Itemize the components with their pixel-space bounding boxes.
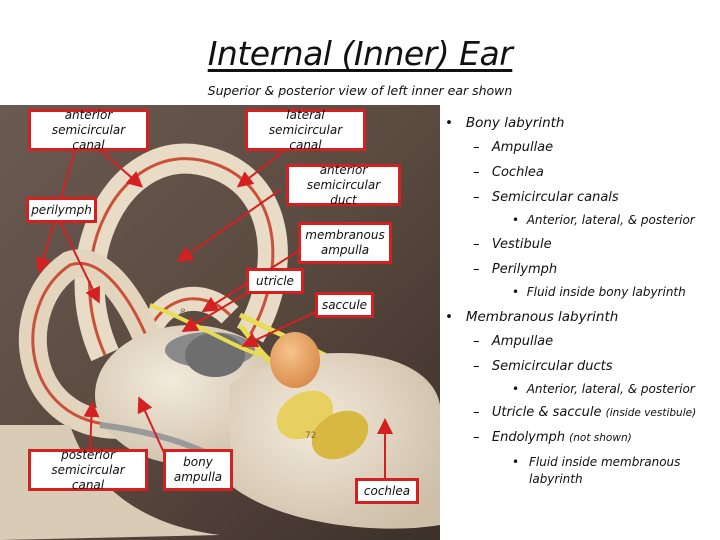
- slide-title: Internal (Inner) Ear: [207, 34, 513, 73]
- outline-text: Semicircular ducts: [491, 359, 613, 374]
- outline-text: Anterior, lateral, & posterior: [526, 213, 695, 227]
- outline-text: Fluid inside membranous labyrinth: [529, 455, 681, 486]
- outline-item-mem-ampullae: [473, 334, 553, 349]
- outline-note: (inside vestibule): [605, 407, 697, 419]
- outline-text: Anterior, lateral, & posterior: [526, 382, 695, 396]
- outline-text: Perilymph: [491, 262, 558, 277]
- label-text: posterior semicircular canal: [51, 447, 125, 492]
- model-number-mark: 72: [305, 431, 317, 441]
- label-text: cochlea: [363, 483, 411, 498]
- outline-item-bony-perilymph-sub: [512, 285, 686, 299]
- label-saccule: [315, 292, 374, 318]
- outline-text: Ampullae: [491, 334, 554, 349]
- label-text: anterior semicircular canal: [51, 107, 126, 152]
- bullet-icon: •: [512, 455, 520, 469]
- bullet-icon: •: [512, 382, 520, 396]
- outline-item-mem-utricle: [473, 405, 696, 420]
- outline-item-bony-perilymph: [473, 262, 557, 277]
- outline-item-bony-cochlea: [473, 165, 544, 180]
- label-bony-ampulla: [163, 449, 233, 491]
- outline-text: Ampullae: [491, 140, 554, 155]
- label-anterior-semicircular-duct: [286, 164, 401, 206]
- model-number-mark: 8: [180, 308, 186, 318]
- outline-item-bony-canals: [473, 190, 619, 205]
- dash-icon: –: [473, 165, 480, 180]
- label-posterior-semicircular-canal: [28, 449, 148, 491]
- label-cochlea: [355, 478, 419, 504]
- outline-item-bony-labyrinth: [445, 115, 565, 131]
- label-text: anterior semicircular duct: [306, 162, 381, 207]
- outline-item-mem-ducts-sub: [512, 382, 695, 396]
- label-utricle: [246, 268, 304, 294]
- dash-icon: –: [473, 405, 480, 420]
- dash-icon: –: [473, 262, 480, 277]
- outline-item-membranous-labyrinth: [445, 309, 618, 325]
- label-text: saccule: [321, 297, 368, 312]
- outline-item-bony-canals-sub: [512, 213, 695, 227]
- outline-text: Semicircular canals: [491, 190, 619, 205]
- outline-text: Utricle & saccule: [491, 405, 602, 420]
- dash-icon: –: [473, 140, 480, 155]
- slide-subtitle: Superior & posterior view of left inner ear shown: [207, 83, 513, 98]
- label-perilymph: [26, 197, 97, 223]
- bullet-icon: •: [512, 213, 520, 227]
- label-text: utricle: [256, 273, 294, 288]
- dash-icon: –: [473, 359, 480, 374]
- outline-item-mem-ducts: [473, 359, 613, 374]
- bullet-icon: •: [512, 285, 520, 299]
- outline-text: Bony labyrinth: [465, 115, 565, 131]
- label-text: bony ampulla: [173, 455, 223, 484]
- outline-note: (not shown): [569, 432, 632, 444]
- outline-item-bony-ampullae: [473, 140, 553, 155]
- label-text: membranous ampulla: [305, 228, 385, 257]
- dash-icon: –: [473, 334, 480, 349]
- dash-icon: –: [473, 430, 480, 445]
- outline-item-mem-endolymph-sub: [512, 454, 702, 488]
- label-lateral-semicircular-canal: [245, 109, 366, 151]
- label-membranous-ampulla: [298, 222, 392, 264]
- label-anterior-semicircular-canal: [28, 109, 149, 151]
- outline-panel: [445, 0, 720, 540]
- outline-text: Fluid inside bony labyrinth: [526, 285, 686, 299]
- bullet-icon: •: [445, 115, 453, 131]
- dash-icon: –: [473, 237, 480, 252]
- outline-item-bony-vestibule: [473, 237, 552, 252]
- outline-text: Endolymph: [491, 430, 566, 445]
- outline-text: Vestibule: [491, 237, 552, 252]
- label-text: lateral semicircular canal: [268, 107, 343, 152]
- bullet-icon: •: [445, 309, 453, 325]
- outline-text: Membranous labyrinth: [465, 309, 619, 325]
- outline-text: Cochlea: [491, 165, 544, 180]
- label-text: perilymph: [31, 202, 92, 217]
- dash-icon: –: [473, 190, 480, 205]
- outline-item-mem-endolymph: [473, 430, 632, 445]
